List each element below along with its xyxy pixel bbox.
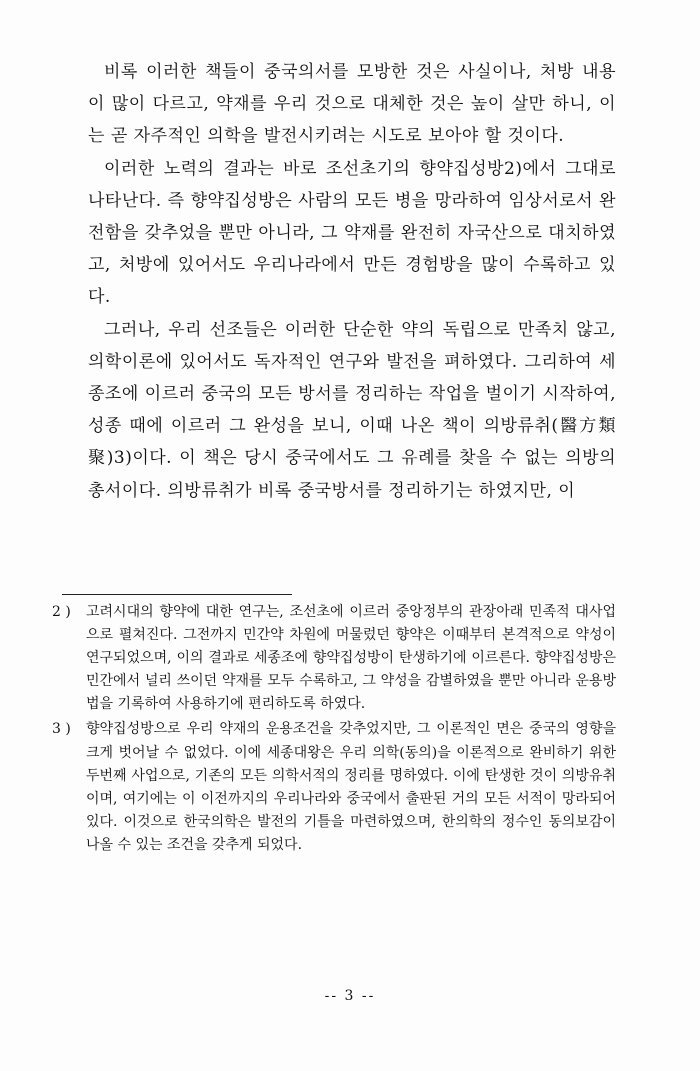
body-paragraph-2: 이러한 노력의 결과는 바로 조선초기의 향약집성방2)에서 그대로 나타난다. 즉 향약집성방은 사람의 모든 병을 망라하여 임상서로서 완전함을 갖추었을 뿐만 아니라, 그 약재를 완전히 자국산으로 대치하였고, 처방에 있어서도 우리나라에서 만든 경험방을 많이 수록하고 있다. bbox=[88, 158, 616, 308]
footnote-number: 3 ) bbox=[52, 721, 71, 738]
body-text bbox=[88, 56, 616, 507]
footnotes bbox=[52, 601, 616, 859]
body-paragraph-3: 그러나, 우리 선조들은 이러한 단순한 약의 독립으로 만족치 않고, 의학이론에 있어서도 독자적인 연구와 발전을 펴하였다. 그리하여 세종조에 이르러 중국의 모든 방서를 정리하는 작업을 벌이기 시작하여, 성종 때에 이르러 그 완성을 보니, 이때 나온 책이 의방류취(醫方類聚)3)이다. 이 책은 당시 중국에서도 그 유례를 찾을 수 없는 의방의 총서이다. 의방류취가 비록 중국방서를 정리하기는 하였지만, 이 bbox=[88, 319, 616, 501]
footnote-3 bbox=[52, 718, 616, 857]
page-number: -- 3 -- bbox=[324, 988, 376, 1004]
footnote-2 bbox=[52, 601, 616, 716]
footnote-number: 2 ) bbox=[52, 604, 71, 620]
body-paragraph-1: 비록 이러한 책들이 중국의서를 모방한 것은 사실이나, 처방 내용 이 많이 다르고, 약재를 우리 것으로 대체한 것은 높이 살만 하니, 이는 곧 자주적인 의학을 발전시키려는 시도로 보아야 할 것이다. bbox=[88, 62, 616, 147]
footnote-text: 향약집성방으로 우리 약재의 운용조건을 갖추었지만, 그 이론적인 면은 중국의 영향을 크게 벗어날 수 없었다. 이에 세종대왕은 우리 의학(동의)을 이론적으로 완비하기 위한 두번째 사업으로, 기존의 모든 의학서적의 정리를 명하였다. 이에 탄생한 것이 의방유취이며, 여기에는 이 이전까지의 우리나라와 중국에서 출판된 거의 모든 서적이 망라되어 있다. 이것으로 한국의학은 발전의 기틀을 마련하였으며, 한의학의 정수인 동의보감이 나올 수 있는 조건을 갖추게 되었다. bbox=[86, 721, 616, 853]
footnote-text: 고려시대의 향약에 대한 연구는, 조선초에 이르러 중앙정부의 관장아래 민족적 대사업으로 펼쳐진다. 그전까지 민간약 차원에 머물렀던 향약은 이때부터 본격적으로 약성이 연구되었으며, 이의 결과로 세종조에 향약집성방이 탄생하기에 이르른다. 향약집성방은 민간에서 널리 쓰이던 약재를 모두 수록하고, 그 약성을 감별하였을 뿐만 아니라 운용방법을 기록하여 사용하기에 편리하도록 하였다. bbox=[86, 604, 616, 713]
footnote-separator bbox=[62, 594, 292, 595]
